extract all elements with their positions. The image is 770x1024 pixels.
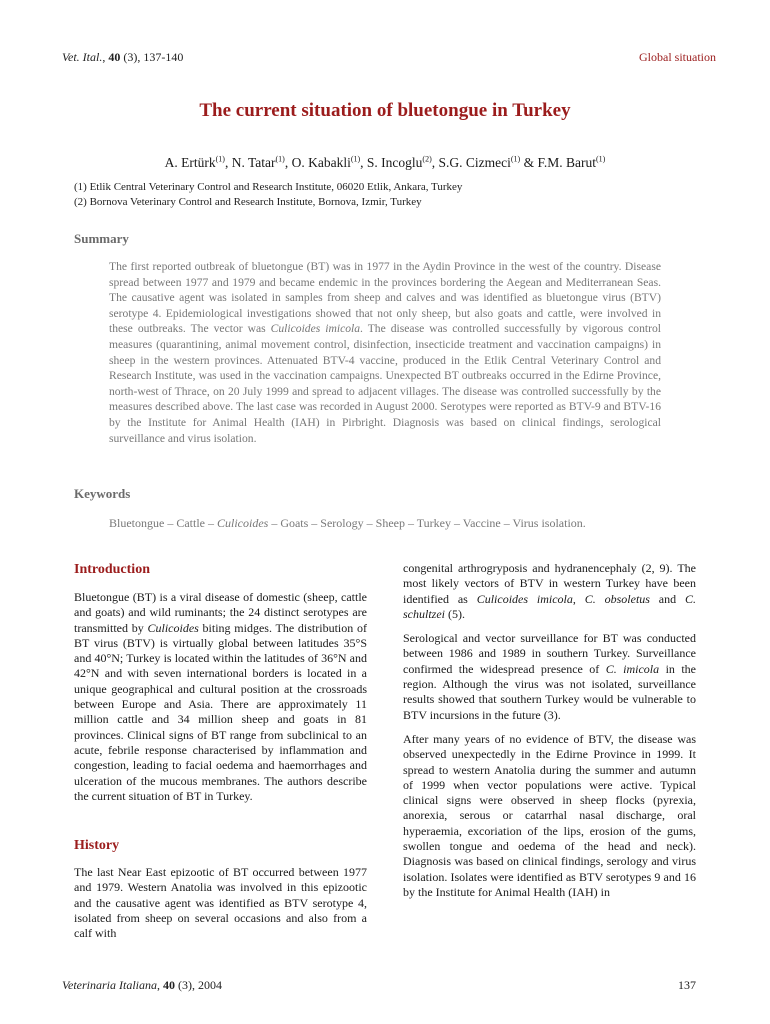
affiliation-2: (2) Bornova Veterinary Control and Research Institute, Bornova, Izmir, Turkey bbox=[74, 196, 422, 208]
affiliations bbox=[74, 180, 462, 210]
author: N. Tatar$^{(1)}$, bbox=[231, 154, 292, 170]
running-header-citation: Vet. Ital., 40 (3), 137-140 bbox=[62, 50, 184, 64]
history-body bbox=[74, 865, 367, 950]
introduction-body bbox=[74, 590, 367, 813]
keywords-heading: Keywords bbox=[74, 486, 131, 501]
issue-year: (3), 2004 bbox=[175, 978, 222, 992]
history-heading: History bbox=[74, 838, 120, 853]
author: F.M. Barut$^{(1)}$ bbox=[537, 154, 606, 170]
paragraph: Bluetongue (BT) is a viral disease of domestic (sheep, cattle and goats) and wild ruminants; the 24 distinct serotypes are transmitted by Culicoides biting midges. The distribution of BT virus (BTV) is virtually global between latitudes 35°S and 40°N; Turkey is located within the latitudes of 36°N and 42°N and with seven international borders is located in a unique geographical and cultural position at the crossroads between Europe and Asia. There are approximately 11 million cattle and 34 million sheep and goats in 81 provinces. Clinical signs of BT range from subclinical to an acute, febrile response characterised by inflammation and congestion, leading to facial oedema and haemorrhages and ulceration of the mucous membranes. The authors describe the current situation of BT in Turkey. bbox=[74, 590, 367, 803]
journal-abbrev: Vet. Ital. bbox=[62, 50, 103, 64]
keywords-list: Bluetongue – Cattle – Culicoides – Goats – Serology – Sheep – Turkey – Vaccine – Virus isolation. bbox=[109, 516, 586, 530]
running-header-section: Global situation bbox=[639, 50, 716, 64]
journal-name: Veterinaria Italiana bbox=[62, 978, 157, 992]
summary-text: The first reported outbreak of bluetongue (BT) was in 1977 in the Aydin Province in the west of the country. Disease spread between 1977 and 1979 and became endemic in the provinces bordering the Aegean and Mediterranean Seas. The causative agent was isolated in samples from sheep and calves and was identified as bluetongue virus (BTV) serotype 4. Epidemiological investigations showed that not only sheep, but also goats and cattle, were involved in these outbreaks. The vector was Culicoides imicola. The disease was controlled successfully by vigorous control measures (quarantining, animal movement control, disinfection, insecticide treatment and vaccination campaigns) in sheep in the western provinces. Attenuated BTV-4 vaccine, produced in the Etlik Central Veterinary Control and Research Institute, was used in the vaccination campaigns. Unexpected BT outbreaks occurred in the Edirne Province, north-west of Thrace, on 20 July 1999 and spread to adjacent villages. The disease was controlled successfully by the measures described above. The last case was recorded in August 2000. Serotypes were reported as BTV-9 and BTV-16 by the Institute for Animal Health (IAH) in Pirbright. Diagnosis was based on clinical findings, serological surveillance and virus isolation. bbox=[109, 260, 661, 445]
author: S.G. Cizmeci$^{(1)}$ & bbox=[438, 154, 538, 170]
author: O. Kabakli$^{(1)}$, bbox=[291, 154, 367, 170]
issue-pages: (3), 137-140 bbox=[120, 50, 184, 64]
paragraph: The last Near East epizootic of BT occurred between 1977 and 1979. Western Anatolia was involved in this epizootic and the causative agent was identified as BTV serotype 4, isolated from sheep on several occasions and also from a calf with bbox=[74, 865, 367, 941]
running-footer-citation: Veterinaria Italiana, 40 (3), 2004 bbox=[62, 978, 222, 992]
affiliation-1: (1) Etlik Central Veterinary Control and Research Institute, 06020 Etlik, Ankara, Turkey bbox=[74, 181, 463, 193]
paragraph: Serological and vector surveillance for BT was conducted between 1986 and 1989 in southern Turkey. Surveillance confirmed the widespread presence of C. imicola in the region. Although the virus was not isolated, surveillance results showed that southern Turkey would be vulnerable to BTV incursions in the future (3). bbox=[403, 631, 697, 722]
author: A. Ertürk$^{(1)}$, bbox=[164, 154, 232, 170]
article-title: The current situation of bluetongue in Turkey bbox=[199, 100, 571, 121]
introduction-heading: Introduction bbox=[74, 562, 150, 577]
paragraph: After many years of no evidence of BTV, the disease was observed unexpectedly in the Edirne Province in 1999. It spread to western Anatolia during the summer and autumn of 1999 when vector populations were active. Typical clinical signs were observed in sheep flocks (pyrexia, anorexia, serous or catarrhal nasal discharge, oral hyperaemia, excoriation of the lips, erosion of the gums, swollen tongue and oedema of the head and neck). Diagnosis was based on clinical findings, serology and virus isolation. Isolates were identified as BTV serotypes 9 and 16 by the Institute for Animal Health (IAH) in bbox=[403, 731, 696, 899]
volume-number: 40 bbox=[108, 50, 121, 64]
right-column-body bbox=[403, 561, 696, 909]
summary-heading: Summary bbox=[74, 231, 129, 246]
author: S. Incoglu$^{(2)}$, bbox=[366, 154, 439, 170]
author-list bbox=[0, 154, 770, 171]
page-number: 137 bbox=[678, 978, 696, 992]
paragraph: congenital arthrogryposis and hydranencephaly (2, 9). The most likely vectors of BTV in western Turkey have been identified as Culicoides imicola, C. obsoletus and C. schultzei (5). bbox=[403, 561, 697, 621]
volume-number: 40 bbox=[163, 978, 175, 992]
